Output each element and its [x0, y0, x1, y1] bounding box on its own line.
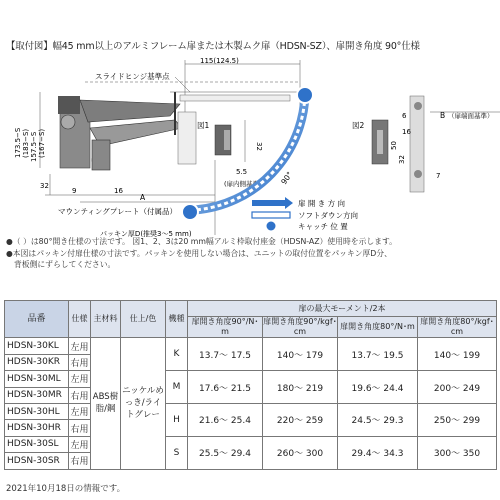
arc-end-circle [182, 204, 198, 220]
dim-115: 115(124.5) [200, 57, 239, 65]
door-inner-label: (扉内側基準) [224, 180, 262, 188]
col-open80-nm: 扉開き角度80°/N･m [338, 317, 418, 338]
angle-90-label: 90° [279, 170, 295, 187]
col-model: 品番 [5, 301, 69, 338]
col-type: 機種 [166, 301, 188, 338]
dim-32-fig2: 32 [398, 155, 406, 164]
cell-n90: 17.6〜 21.5 [188, 371, 263, 404]
cell-material: ABS樹脂/鋼 [91, 338, 121, 469]
cell-n90: 25.5〜 29.4 [188, 436, 263, 469]
note-line: ●（ ）は80°開き仕様の寸法です。 図1、2、3は20 mm幅アルミ枠取付座金（HDSN-AZ）使用時を示します。 [6, 237, 397, 246]
legend-catch: キャッチ 位 置 [298, 222, 348, 231]
col-finish: 仕上/色 [121, 301, 166, 338]
cell-model: HDSN-30ML [5, 371, 69, 387]
dim-173-5: 173.5−S [14, 127, 22, 158]
dim-6: 6 [402, 112, 407, 120]
cell-model: HDSN-30KL [5, 338, 69, 354]
table-row [5, 403, 497, 419]
cell-type: S [166, 436, 188, 469]
dim-16: 16 [114, 187, 123, 195]
legend [252, 197, 358, 231]
cell-type: K [166, 338, 188, 371]
cell-type: M [166, 371, 188, 404]
cell-k90: 260〜 300 [263, 436, 338, 469]
cell-k80: 250〜 299 [418, 403, 497, 436]
cell-k80: 140〜 199 [418, 338, 497, 371]
notes [6, 236, 496, 271]
dim-5-5: 5.5 [236, 168, 248, 176]
cell-finish: ニッケルめっき/ライトグレー [121, 338, 166, 469]
cell-spec: 右用 [69, 354, 91, 370]
dim-157-5: 157.5−S [30, 131, 38, 162]
cell-n80: 29.4〜 34.3 [338, 436, 418, 469]
installation-diagram [0, 52, 500, 244]
cell-model: HDSN-30HR [5, 420, 69, 436]
table-row [5, 371, 497, 387]
col-material: 主材料 [91, 301, 121, 338]
legend-soft: ソフトダウン方向 [298, 211, 358, 220]
fig2-bracket [372, 96, 424, 192]
dim-50: 50 [390, 141, 398, 150]
col-open90-nm: 扉開き角度90°/N･m [188, 317, 263, 338]
legend-open: 扉 開 き 方 向 [298, 199, 346, 208]
spec-table [4, 300, 497, 470]
note-line: 背板側にずらしてください。 [14, 260, 116, 269]
arc-start-circle [297, 87, 313, 103]
cell-n90: 21.6〜 25.4 [188, 403, 263, 436]
fig1-bracket [215, 125, 231, 155]
cell-k80: 300〜 350 [418, 436, 497, 469]
dim-a: A [140, 193, 146, 202]
mounting-plate-label: マウンティングプレート（付属品） [58, 207, 177, 216]
col-open80-kgf: 扉開き角度80°/kgf･cm [418, 317, 497, 338]
footer-note: 2021年10月18日の情報です。 [6, 484, 126, 494]
cell-k80: 200〜 249 [418, 371, 497, 404]
table-row [5, 436, 497, 452]
cell-k90: 180〜 219 [263, 371, 338, 404]
cell-k90: 220〜 259 [263, 403, 338, 436]
fig2-label: 図2 [352, 121, 365, 130]
cell-n90: 13.7〜 17.5 [188, 338, 263, 371]
cell-n80: 19.6〜 24.4 [338, 371, 418, 404]
dim-b: B [440, 111, 446, 120]
col-spec: 仕様 [69, 301, 91, 338]
cell-n80: 24.5〜 29.3 [338, 403, 418, 436]
cell-k90: 140〜 179 [263, 338, 338, 371]
dim-16-fig2: 16 [402, 128, 411, 136]
cell-spec: 左用 [69, 403, 91, 419]
dim-183: (183−S) [22, 128, 30, 158]
cell-spec: 左用 [69, 371, 91, 387]
table-row [5, 338, 497, 354]
dim-167: (167−S) [38, 128, 46, 158]
fig1-label: 図1 [197, 121, 210, 130]
cell-spec: 左用 [69, 436, 91, 452]
dim-32-left: 32 [40, 182, 49, 190]
cell-spec: 右用 [69, 420, 91, 436]
packing-thickness-label: パッキン厚D(推奨3〜5 mm) [100, 230, 192, 238]
cell-type: H [166, 403, 188, 436]
dim-32-fig1: 32 [255, 142, 263, 151]
cell-model: HDSN-30KR [5, 354, 69, 370]
dim-9: 9 [72, 187, 77, 195]
cell-model: HDSN-30SL [5, 436, 69, 452]
cell-model: HDSN-30HL [5, 403, 69, 419]
cell-spec: 左用 [69, 338, 91, 354]
cell-spec: 右用 [69, 387, 91, 403]
col-moment: 扉の最大モーメント/2本 [188, 301, 497, 317]
cell-spec: 右用 [69, 453, 91, 469]
cell-model: HDSN-30SR [5, 453, 69, 469]
page-caption: 【取付図】幅45 mm以上のアルミフレーム扉または木製ムク扉（HDSN-SZ）、扉開き角度 90°仕様 [6, 41, 420, 52]
slide-base-point-label: スライドヒンジ基準点 [95, 72, 170, 81]
door-end-label: （扉端面基準） [448, 112, 494, 120]
note-line: ●本図はパッキン付扉仕様の寸法です。パッキンを使用しない場合は、ユニットの取付位置をパッキン厚D分、 [6, 248, 392, 258]
cell-n80: 13.7〜 19.5 [338, 338, 418, 371]
cell-model: HDSN-30MR [5, 387, 69, 403]
dim-7: 7 [436, 172, 441, 180]
col-open90-kgf: 扉開き角度90°/kgf･cm [263, 317, 337, 337]
